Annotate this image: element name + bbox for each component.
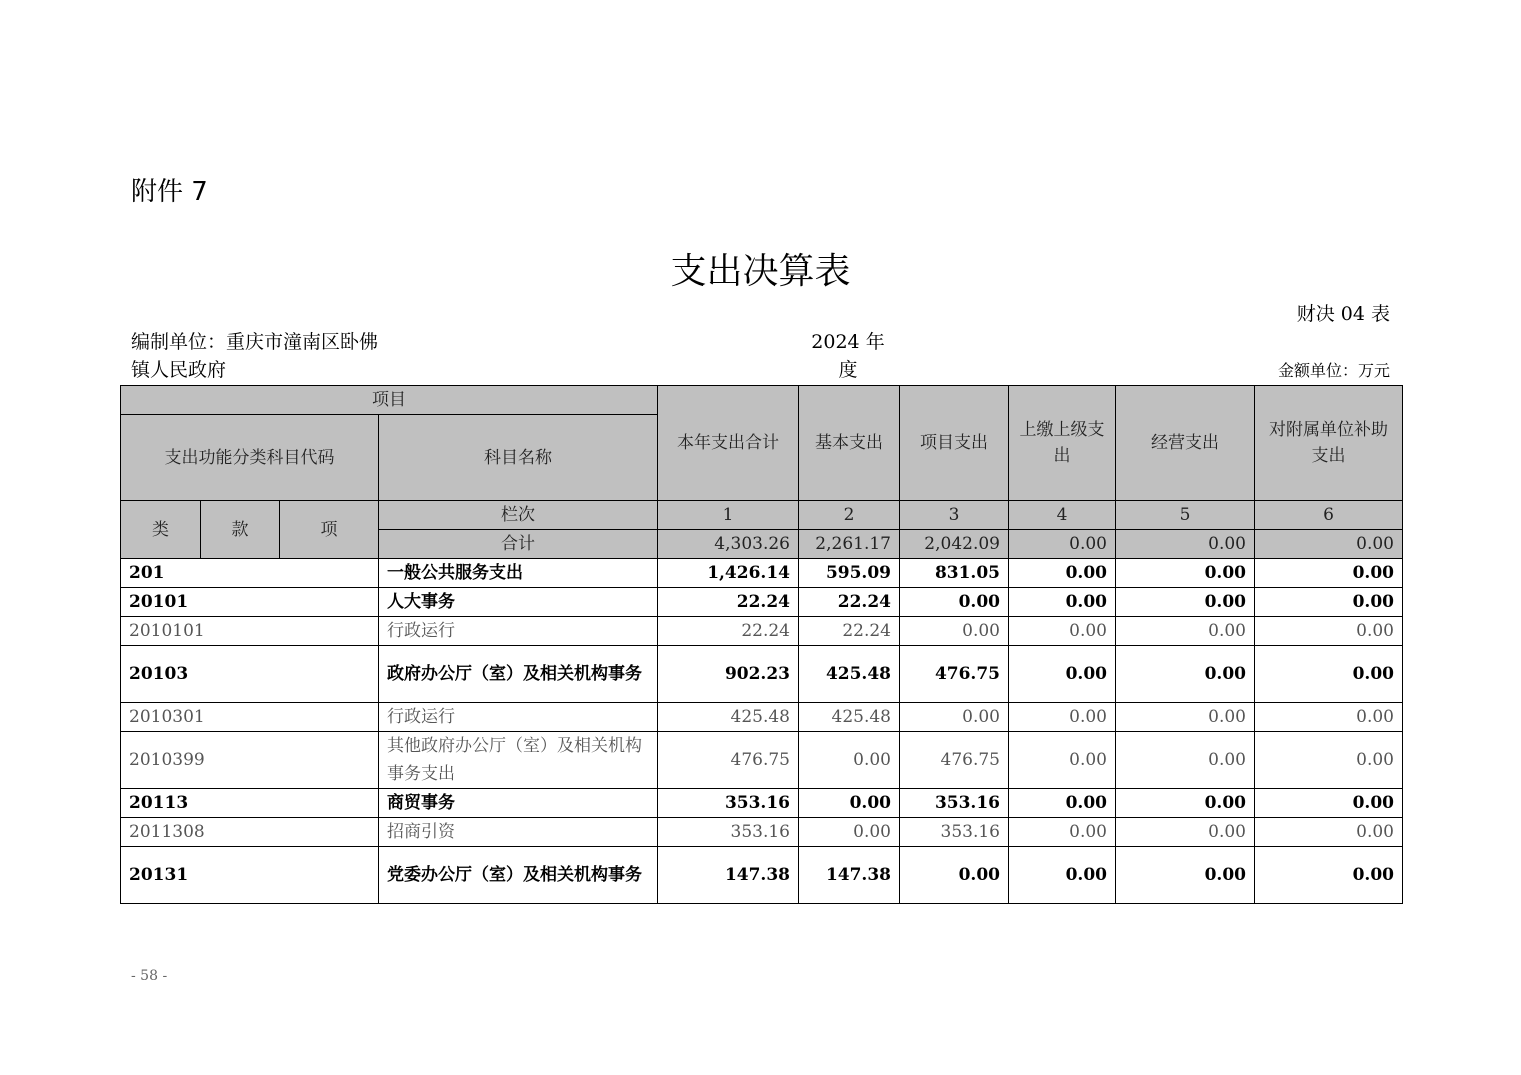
subject-code: 2010399 xyxy=(121,732,379,789)
attachment-label: 附件 7 xyxy=(131,177,208,207)
amount-cell: 0.00 xyxy=(1255,559,1403,588)
subject-name: 商贸事务 xyxy=(379,789,658,818)
amount-cell: 0.00 xyxy=(1009,703,1116,732)
amount-cell: 0.00 xyxy=(1009,732,1116,789)
column-number: 5 xyxy=(1116,501,1255,530)
subject-code: 2011308 xyxy=(121,818,379,847)
amount-cell: 0.00 xyxy=(799,732,900,789)
total-value: 0.00 xyxy=(1255,530,1403,559)
subject-name: 党委办公厅（室）及相关机构事务 xyxy=(379,847,658,904)
subject-name: 行政运行 xyxy=(379,617,658,646)
amount-cell: 22.24 xyxy=(658,588,799,617)
amount-cell: 0.00 xyxy=(1009,818,1116,847)
amount-cell: 22.24 xyxy=(658,617,799,646)
table-row xyxy=(121,732,1403,789)
column-number: 2 xyxy=(799,501,900,530)
subject-code: 201 xyxy=(121,559,379,588)
amount-cell: 0.00 xyxy=(1009,588,1116,617)
subject-code: 20131 xyxy=(121,847,379,904)
table-row xyxy=(121,617,1403,646)
total-value: 0.00 xyxy=(1116,530,1255,559)
header-remit: 上缴上级支出 xyxy=(1009,386,1116,501)
section-header: 款 xyxy=(201,501,280,559)
amount-cell: 22.24 xyxy=(799,617,900,646)
subject-name: 招商引资 xyxy=(379,818,658,847)
subject-code: 20113 xyxy=(121,789,379,818)
amount-cell: 0.00 xyxy=(1116,789,1255,818)
table-row xyxy=(121,703,1403,732)
amount-cell: 0.00 xyxy=(1116,646,1255,703)
amount-cell: 425.48 xyxy=(799,703,900,732)
amount-cell: 0.00 xyxy=(1009,646,1116,703)
subject-name: 人大事务 xyxy=(379,588,658,617)
amount-cell: 0.00 xyxy=(1116,588,1255,617)
expense-table xyxy=(120,385,1403,904)
header-basic: 基本支出 xyxy=(799,386,900,501)
subject-name: 其他政府办公厅（室）及相关机构事务支出 xyxy=(379,732,658,789)
amount-cell: 0.00 xyxy=(1009,559,1116,588)
name-header: 科目名称 xyxy=(379,415,658,501)
amount-cell: 0.00 xyxy=(1116,732,1255,789)
amount-cell: 0.00 xyxy=(799,818,900,847)
amount-cell: 0.00 xyxy=(1255,703,1403,732)
amount-cell: 476.75 xyxy=(900,646,1009,703)
table-row xyxy=(121,588,1403,617)
header-project: 项目支出 xyxy=(900,386,1009,501)
subject-name: 行政运行 xyxy=(379,703,658,732)
subject-name: 政府办公厅（室）及相关机构事务 xyxy=(379,646,658,703)
amount-cell: 147.38 xyxy=(799,847,900,904)
amount-cell: 0.00 xyxy=(900,588,1009,617)
amount-cell: 902.23 xyxy=(658,646,799,703)
column-number: 4 xyxy=(1009,501,1116,530)
subject-code: 2010301 xyxy=(121,703,379,732)
form-number: 财决 04 表 xyxy=(1296,303,1390,325)
amount-cell: 147.38 xyxy=(658,847,799,904)
amount-cell: 0.00 xyxy=(1116,818,1255,847)
amount-cell: 1,426.14 xyxy=(658,559,799,588)
amount-cell: 0.00 xyxy=(1116,617,1255,646)
amount-cell: 353.16 xyxy=(658,818,799,847)
total-value: 0.00 xyxy=(1009,530,1116,559)
total-label: 合计 xyxy=(379,530,658,559)
column-number: 3 xyxy=(900,501,1009,530)
amount-cell: 0.00 xyxy=(1255,789,1403,818)
subject-code: 20103 xyxy=(121,646,379,703)
page-title: 支出决算表 xyxy=(670,251,851,292)
subject-code: 2010101 xyxy=(121,617,379,646)
amount-cell: 831.05 xyxy=(900,559,1009,588)
amount-cell: 425.48 xyxy=(658,703,799,732)
amount-cell: 0.00 xyxy=(1255,646,1403,703)
header-subsidy: 对附属单位补助支出 xyxy=(1255,386,1403,501)
amount-cell: 0.00 xyxy=(1116,703,1255,732)
preparing-unit: 编制单位：重庆市潼南区卧佛镇人民政府 xyxy=(131,331,379,381)
total-value: 2,261.17 xyxy=(799,530,900,559)
amount-cell: 0.00 xyxy=(1255,818,1403,847)
column-number: 6 xyxy=(1255,501,1403,530)
amount-cell: 595.09 xyxy=(799,559,900,588)
fiscal-year: 2024 年度 xyxy=(811,331,885,381)
amount-cell: 0.00 xyxy=(1116,559,1255,588)
table-row xyxy=(121,818,1403,847)
amount-cell: 0.00 xyxy=(1009,617,1116,646)
project-header: 项目 xyxy=(121,386,658,415)
amount-cell: 0.00 xyxy=(1255,617,1403,646)
column-label: 栏次 xyxy=(379,501,658,530)
table-body xyxy=(121,559,1403,904)
amount-cell: 0.00 xyxy=(799,789,900,818)
amount-cell: 22.24 xyxy=(799,588,900,617)
amount-cell: 0.00 xyxy=(1255,732,1403,789)
header-business: 经营支出 xyxy=(1116,386,1255,501)
header-total: 本年支出合计 xyxy=(658,386,799,501)
amount-cell: 0.00 xyxy=(900,847,1009,904)
total-value: 4,303.26 xyxy=(658,530,799,559)
amount-cell: 0.00 xyxy=(1255,847,1403,904)
class-header: 类 xyxy=(121,501,201,559)
amount-unit: 金额单位：万元 xyxy=(1277,361,1390,380)
amount-cell: 0.00 xyxy=(900,703,1009,732)
page-number: - 58 - xyxy=(131,968,168,984)
subject-code: 20101 xyxy=(121,588,379,617)
amount-cell: 476.75 xyxy=(900,732,1009,789)
code-header: 支出功能分类科目代码 xyxy=(121,415,379,501)
total-value: 2,042.09 xyxy=(900,530,1009,559)
amount-cell: 0.00 xyxy=(1255,588,1403,617)
table-row xyxy=(121,559,1403,588)
table-row xyxy=(121,646,1403,703)
amount-cell: 353.16 xyxy=(900,789,1009,818)
amount-cell: 353.16 xyxy=(900,818,1009,847)
amount-cell: 425.48 xyxy=(799,646,900,703)
table-row xyxy=(121,847,1403,904)
column-number: 1 xyxy=(658,501,799,530)
amount-cell: 353.16 xyxy=(658,789,799,818)
amount-cell: 0.00 xyxy=(1116,847,1255,904)
amount-cell: 0.00 xyxy=(1009,847,1116,904)
table-row xyxy=(121,789,1403,818)
amount-cell: 0.00 xyxy=(900,617,1009,646)
amount-cell: 0.00 xyxy=(1009,789,1116,818)
amount-cell: 476.75 xyxy=(658,732,799,789)
item-header: 项 xyxy=(280,501,379,559)
subject-name: 一般公共服务支出 xyxy=(379,559,658,588)
